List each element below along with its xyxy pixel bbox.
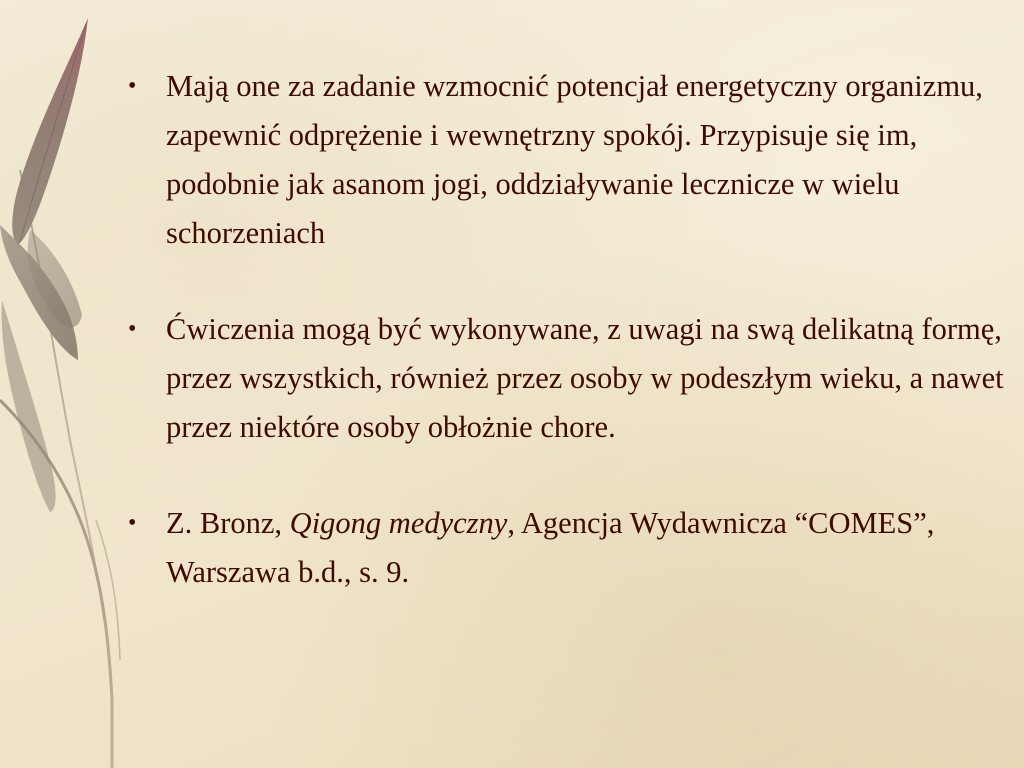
bullet-text: Ćwiczenia mogą być wykonywane, z uwagi na swą delikatną formę, przez wszystkich, również przez osoby w podeszłym wieku, a nawet przez niektóre osoby obłożnie chore. — [166, 312, 1004, 444]
citation-publisher: , Agencja Wydawnicza “COMES”, Warszawa b.d., s. 9. — [166, 506, 935, 589]
bullet-dot-icon: • — [128, 510, 137, 536]
citation-author: Z. Bronz, — [166, 506, 290, 540]
bullet-item-citation — [128, 499, 1008, 597]
bullet-list — [128, 62, 1008, 597]
bullet-item — [128, 62, 1008, 258]
bullet-text: Mają one za zadanie wzmocnić potencjał energetyczny organizmu, zapewnić odprężenie i wewnętrzny spokój. Przypisuje się im, podobnie jak asanom jogi, oddziaływanie lecznicze w wielu schorzeniach — [166, 69, 983, 250]
citation-book-title: Qigong medyczny — [289, 506, 508, 540]
bullet-dot-icon: • — [128, 73, 137, 99]
bullet-dot-icon: • — [128, 316, 137, 342]
slide-content — [128, 62, 1008, 597]
bullet-item — [128, 305, 1008, 452]
